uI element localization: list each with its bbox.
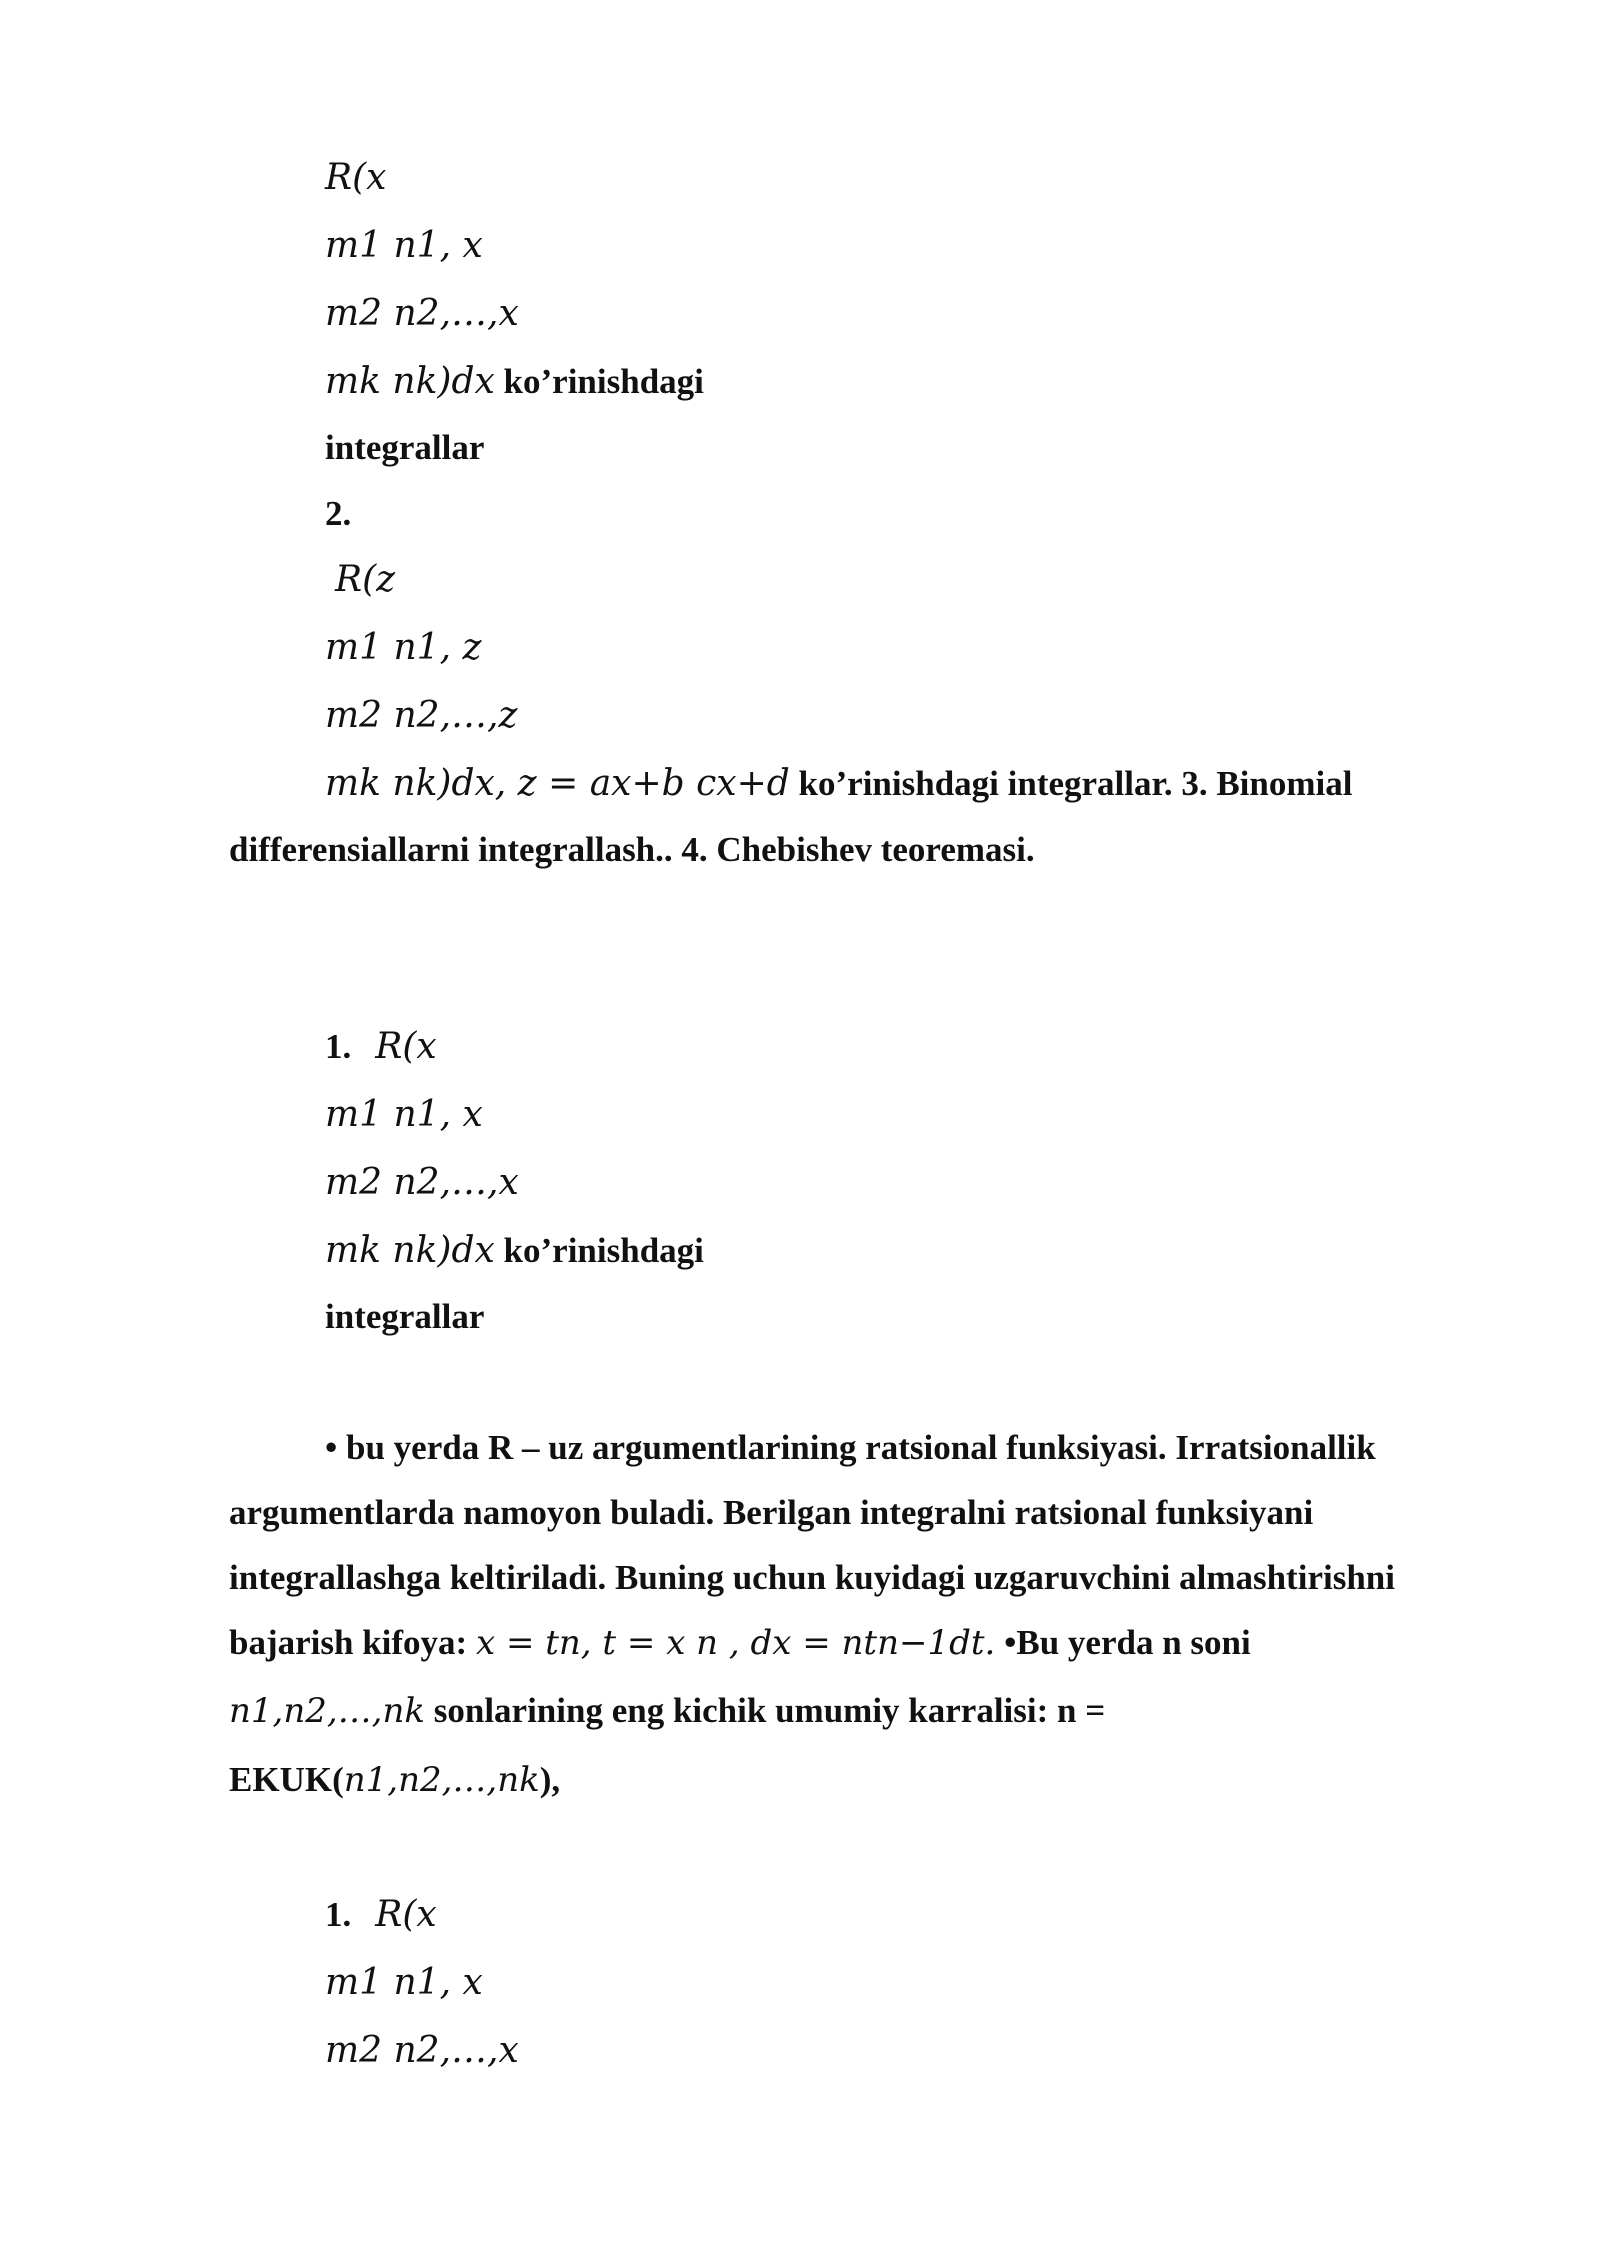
formula-fragment: mk nk)dx, z = ax+b cx+d [325,763,790,804]
formula-line: m2 n2,…,z [325,695,518,736]
formula-line: m2 n2,…,x [325,293,519,334]
section-number: 2. [325,494,352,533]
formula-fragment: n1,n2,…,nk [229,1691,425,1731]
paragraph-line: argumentlarda namoyon buladi. Berilgan integralni ratsional funksiyani [229,1493,1314,1532]
formula-fragment: x = tn, t = x n , dx = ntn−1dt. [475,1623,996,1663]
text-line: integrallar [325,1297,485,1336]
text-fragment: ko’rinishdagi integrallar. 3. Binomial [789,764,1353,803]
formula-line: m1 n1, z [325,627,482,668]
formula-text-line [325,1230,704,1271]
formula-line: m1 n1, x [325,1094,483,1135]
formula-line: m2 n2,…,x [325,1162,519,1203]
text-fragment: bajarish kifoya: [229,1623,476,1662]
formula-text-line [325,361,704,402]
text-fragment: ), [539,1760,561,1799]
paragraph-line [229,1623,1251,1663]
numbered-formula-line [325,1894,437,1935]
formula-line: R(x [325,157,387,198]
text-line: integrallar [325,428,485,467]
text-fragment: ko’rinishdagi [494,1231,704,1270]
paragraph-line: integrallashga keltiriladi. Buning uchun kuyidagi uzgaruvchini almashtirishni [229,1558,1395,1597]
text-fragment: sonlarining eng kichik umumiy karralisi: n = [424,1691,1106,1730]
paragraph-line [229,1760,561,1800]
list-number: 1. [325,1027,352,1066]
text-line: differensiallarni integrallash.. 4. Chebishev teoremasi. [229,830,1035,869]
text-fragment: •Bu yerda n soni [995,1623,1251,1662]
list-number: 1. [325,1895,352,1934]
numbered-formula-line [325,1026,437,1067]
formula-fragment: mk nk)dx [325,1230,495,1271]
formula-line: R(z [335,559,396,600]
paragraph-line: • bu yerda R – uz argumentlarining ratsional funksiyasi. Irratsionallik [325,1428,1376,1467]
paragraph-line [229,1691,1106,1731]
formula-fragment: R(x [375,1026,437,1067]
formula-line: m2 n2,…,x [325,2030,519,2071]
formula-fragment: n1,n2,…,nk [343,1760,540,1800]
text-fragment: EKUK( [229,1760,344,1799]
formula-text-line [325,763,1353,804]
formula-line: m1 n1, x [325,1962,483,2003]
text-fragment: ko’rinishdagi [494,362,704,401]
formula-fragment: R(x [375,1894,437,1935]
formula-line: m1 n1, x [325,225,483,266]
formula-fragment: mk nk)dx [325,361,495,402]
